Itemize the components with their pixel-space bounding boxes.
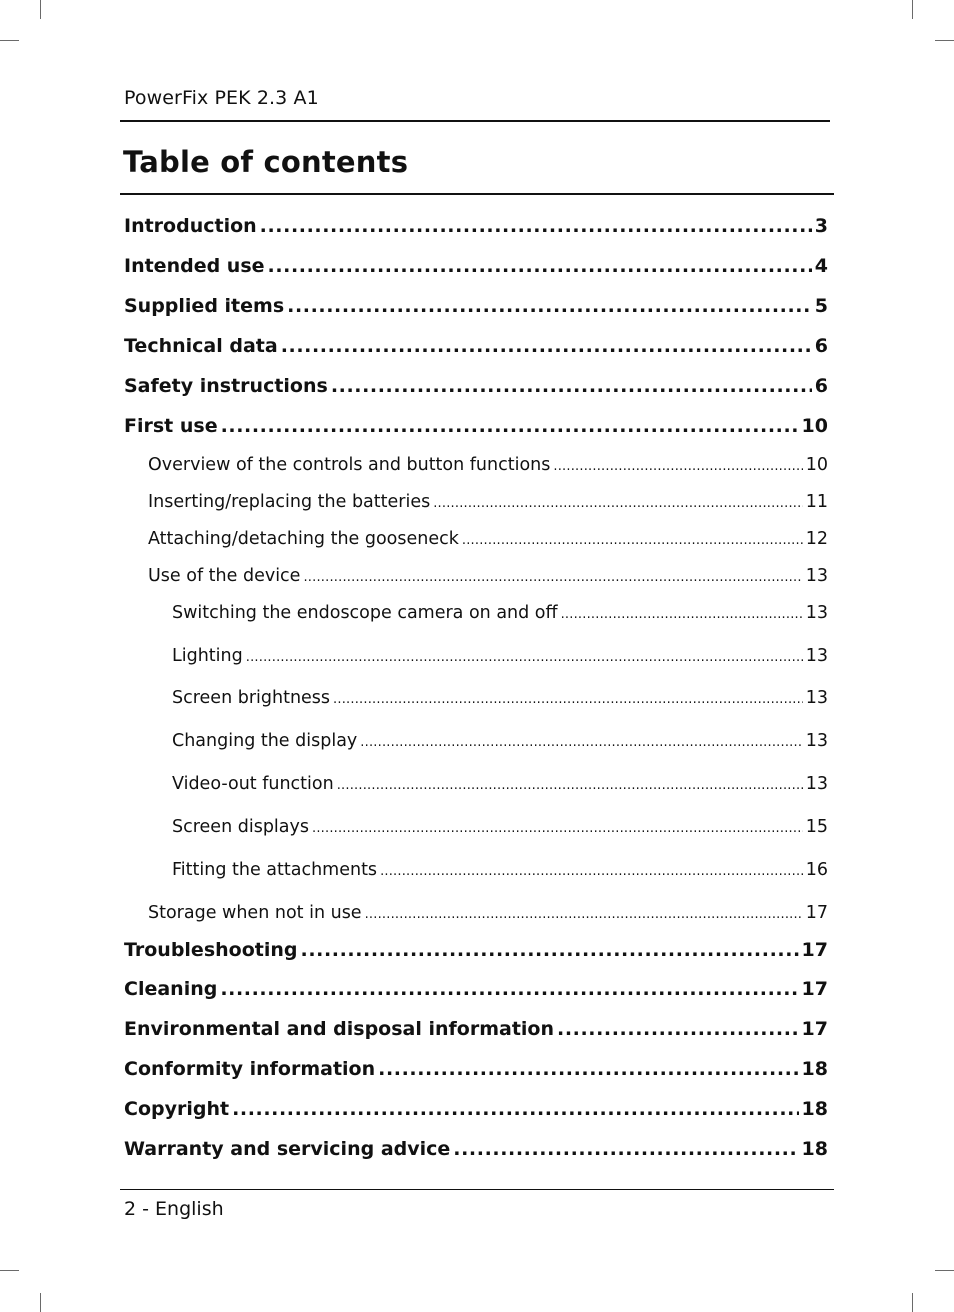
toc-entry-page: 10	[801, 415, 828, 437]
toc-entry[interactable]	[124, 415, 828, 437]
dot-leader	[303, 570, 802, 585]
toc-entry-page: 13	[805, 774, 828, 794]
page-footer: 2 - English	[124, 1198, 224, 1220]
dot-leader	[232, 1098, 798, 1120]
footer-rule	[120, 1189, 834, 1190]
toc-entry-page: 11	[805, 492, 828, 512]
toc-entry-label: First use	[124, 415, 218, 437]
toc-entry-label: Fitting the attachments	[172, 860, 378, 880]
toc-entry-label: Introduction	[124, 215, 257, 237]
toc-entry-page: 17	[801, 978, 828, 1000]
toc-entry-page: 15	[805, 817, 828, 837]
dot-leader	[360, 735, 802, 750]
toc-entry[interactable]	[124, 1138, 828, 1160]
toc-entry[interactable]	[124, 1018, 828, 1040]
dot-leader	[462, 533, 803, 548]
toc-entry-page: 6	[814, 335, 828, 357]
toc-entry-label: Environmental and disposal information	[124, 1018, 555, 1040]
toc-entry[interactable]	[124, 215, 828, 237]
dot-leader	[557, 1018, 799, 1040]
dot-leader	[260, 215, 812, 237]
toc-entry-page: 18	[801, 1058, 828, 1080]
toc-entry-label: Copyright	[124, 1098, 230, 1120]
toc-entry[interactable]	[124, 939, 828, 961]
toc-entry-page: 13	[805, 731, 828, 751]
toc-entry-label: Use of the device	[148, 566, 301, 586]
dot-leader	[337, 778, 803, 793]
toc-entry-page: 17	[805, 903, 828, 923]
dot-leader	[553, 459, 802, 474]
toc-entry-page: 10	[805, 455, 828, 475]
toc-entry[interactable]	[172, 646, 828, 666]
dot-leader	[221, 415, 799, 437]
toc-entry[interactable]	[172, 731, 828, 751]
toc-entry[interactable]	[124, 1098, 828, 1120]
toc-entry[interactable]	[124, 978, 828, 1000]
toc-entry-label: Storage when not in use	[148, 903, 362, 923]
toc-entry[interactable]	[124, 1058, 828, 1080]
toc-entry-page: 12	[805, 529, 828, 549]
toc-entry-label: Inserting/replacing the batteries	[148, 492, 431, 512]
dot-leader	[281, 335, 812, 357]
toc-entry[interactable]	[148, 566, 828, 586]
toc-entry-page: 17	[801, 1018, 828, 1040]
toc-entry-label: Troubleshooting	[124, 939, 298, 961]
dot-leader	[287, 295, 812, 317]
dot-leader	[378, 1058, 798, 1080]
toc-entry-page: 13	[805, 646, 828, 666]
toc-entry-label: Screen displays	[172, 817, 309, 837]
toc-entry[interactable]	[124, 255, 828, 277]
toc-entry-label: Video-out function	[172, 774, 334, 794]
dot-leader	[301, 939, 799, 961]
toc-entry-page: 4	[814, 255, 828, 277]
toc-entry-page: 18	[801, 1098, 828, 1120]
toc-entry-label: Cleaning	[124, 978, 218, 1000]
toc-entry-label: Warranty and servicing advice	[124, 1138, 451, 1160]
dot-leader	[380, 864, 803, 879]
toc-entry-page: 13	[805, 688, 828, 708]
toc-entry-label: Screen brightness	[172, 688, 331, 708]
toc-entry-label: Lighting	[172, 646, 243, 666]
toc-entry-page: 13	[805, 566, 828, 586]
toc-entry[interactable]	[148, 455, 828, 475]
toc-entry-page: 13	[805, 603, 828, 623]
dot-leader	[453, 1138, 798, 1160]
dot-leader	[433, 496, 803, 511]
dot-leader	[246, 650, 803, 665]
toc-entry[interactable]	[172, 688, 828, 708]
toc-entry-label: Technical data	[124, 335, 278, 357]
dot-leader	[331, 375, 812, 397]
dot-leader	[561, 607, 803, 622]
toc-entry-page: 17	[801, 939, 828, 961]
toc-entry-page: 5	[814, 295, 828, 317]
dot-leader	[365, 907, 803, 922]
toc-entry[interactable]	[172, 817, 828, 837]
dot-leader	[312, 821, 803, 836]
toc-entry-label: Switching the endoscope camera on and off	[172, 603, 558, 623]
document-header: PowerFix PEK 2.3 A1	[124, 87, 319, 109]
toc-entry[interactable]	[172, 603, 828, 623]
toc-entry-page: 6	[814, 375, 828, 397]
dot-leader	[220, 978, 798, 1000]
toc-entry-label: Attaching/detaching the gooseneck	[148, 529, 459, 549]
toc-entry[interactable]	[148, 903, 828, 923]
toc-entry[interactable]	[124, 295, 828, 317]
toc-entry[interactable]	[124, 375, 828, 397]
toc-entry-page: 3	[814, 215, 828, 237]
toc-entry[interactable]	[172, 860, 828, 880]
toc-entry-label: Overview of the controls and button functions	[148, 455, 551, 475]
toc-entry-label: Supplied items	[124, 295, 285, 317]
toc-entry[interactable]	[124, 335, 828, 357]
toc-entry-label: Safety instructions	[124, 375, 328, 397]
page-title: Table of contents	[123, 145, 409, 179]
toc-entry-label: Conformity information	[124, 1058, 376, 1080]
toc-entry-label: Changing the display	[172, 731, 358, 751]
dot-leader	[268, 255, 812, 277]
dot-leader	[333, 692, 803, 707]
toc-entry[interactable]	[172, 774, 828, 794]
toc-entry-page: 16	[805, 860, 828, 880]
toc-entry-label: Intended use	[124, 255, 265, 277]
toc-entry[interactable]	[148, 529, 828, 549]
toc-entry-page: 18	[801, 1138, 828, 1160]
toc-entry[interactable]	[148, 492, 828, 512]
